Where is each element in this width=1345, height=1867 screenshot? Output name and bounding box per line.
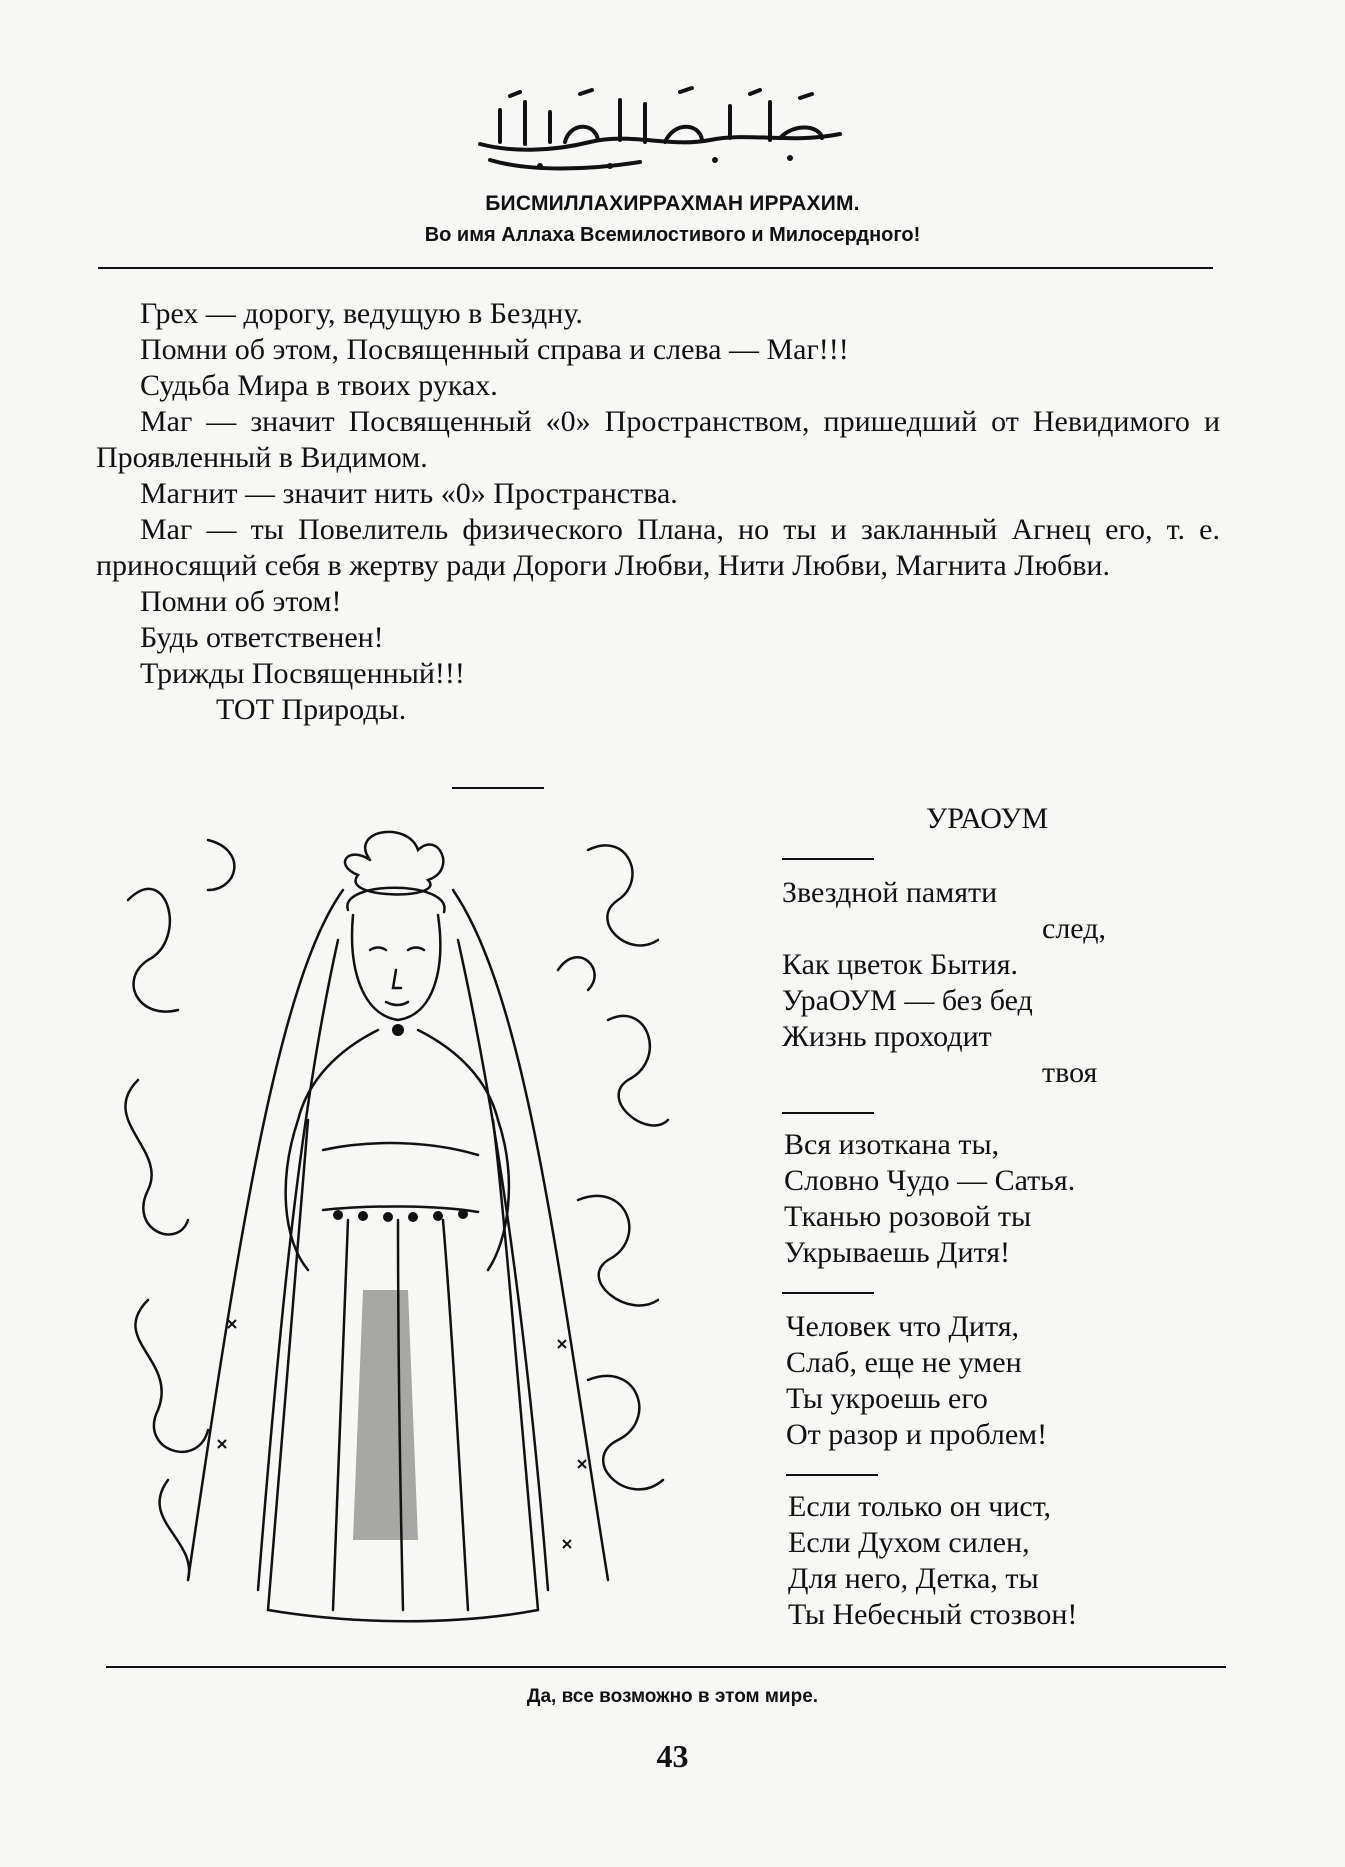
header-title: БИСМИЛЛАХИРРАХМАН ИРРАХИМ. bbox=[485, 192, 860, 215]
poem-line: Слаб, еще не умен bbox=[786, 1346, 1022, 1379]
poem-line: Ты укроешь его bbox=[786, 1382, 988, 1415]
poem-title: УРАОУМ bbox=[926, 802, 1049, 835]
poem-line: Для него, Детка, ты bbox=[788, 1562, 1039, 1595]
poem-line: От разор и проблем! bbox=[786, 1418, 1048, 1451]
poem-line: Как цветок Бытия. bbox=[782, 948, 1019, 981]
poem-line: Если только он чист, bbox=[788, 1490, 1052, 1523]
footer-text: Да, все возможно в этом мире. bbox=[526, 1686, 819, 1707]
paragraph: Трижды Посвященный!!! bbox=[140, 657, 465, 690]
poem-divider bbox=[782, 1292, 874, 1294]
header-subtitle: Во имя Аллаха Всемилостивого и Милосердного! bbox=[424, 224, 921, 246]
paragraph: Помни об этом! bbox=[140, 585, 342, 618]
page-number: 43 bbox=[656, 1738, 689, 1774]
paragraph: Маг — значит Посвященный «0» Пространством, пришедший от Невидимого и Проявленный в Видимом. bbox=[96, 405, 1220, 474]
woman-in-veil-drawing-icon bbox=[108, 820, 683, 1640]
header-divider bbox=[98, 267, 1213, 269]
poem-line: Словно Чудо — Сатья. bbox=[784, 1164, 1076, 1197]
poem-line: твоя bbox=[1042, 1056, 1098, 1089]
poem-line: след, bbox=[1042, 912, 1106, 945]
poem-line: Звездной памяти bbox=[782, 876, 998, 909]
paragraph: Грех — дорогу, ведущую в Бездну. bbox=[140, 297, 583, 330]
signature-line: ТОТ Природы. bbox=[216, 693, 407, 726]
poem-line: Ты Небесный стозвон! bbox=[788, 1598, 1078, 1631]
paragraph: Маг — ты Повелитель физического Плана, но ты и закланный Агнец его, т. е. приносящий себя в жертву ради Дороги Любви, Нити Любви, Магнита Любви. bbox=[96, 513, 1220, 582]
paragraph: Магнит — значит нить «0» Пространства. bbox=[140, 477, 678, 510]
poem-line: Если Духом силен, bbox=[788, 1526, 1030, 1559]
paragraph: Помни об этом, Посвященный справа и слева — Маг!!! bbox=[140, 333, 849, 366]
poem-line: Тканью розовой ты bbox=[784, 1200, 1032, 1233]
poem-line: Человек что Дитя, bbox=[786, 1310, 1019, 1343]
poem-divider bbox=[782, 858, 874, 860]
body-text bbox=[96, 296, 1220, 728]
poem-line: Жизнь проходит bbox=[782, 1020, 992, 1053]
poem-line: УраОУМ — без бед bbox=[782, 984, 1033, 1017]
poem-divider bbox=[786, 1474, 878, 1476]
poem-line: Укрываешь Дитя! bbox=[784, 1236, 1011, 1269]
section-divider bbox=[452, 787, 544, 789]
paragraph: Будь ответственен! bbox=[140, 621, 384, 654]
poem-divider bbox=[782, 1112, 874, 1114]
bismillah-calligraphy-icon bbox=[470, 82, 850, 177]
footer-divider bbox=[106, 1666, 1226, 1668]
poem-line: Вся изоткана ты, bbox=[784, 1128, 1000, 1161]
paragraph: Судьба Мира в твоих руках. bbox=[140, 369, 498, 402]
